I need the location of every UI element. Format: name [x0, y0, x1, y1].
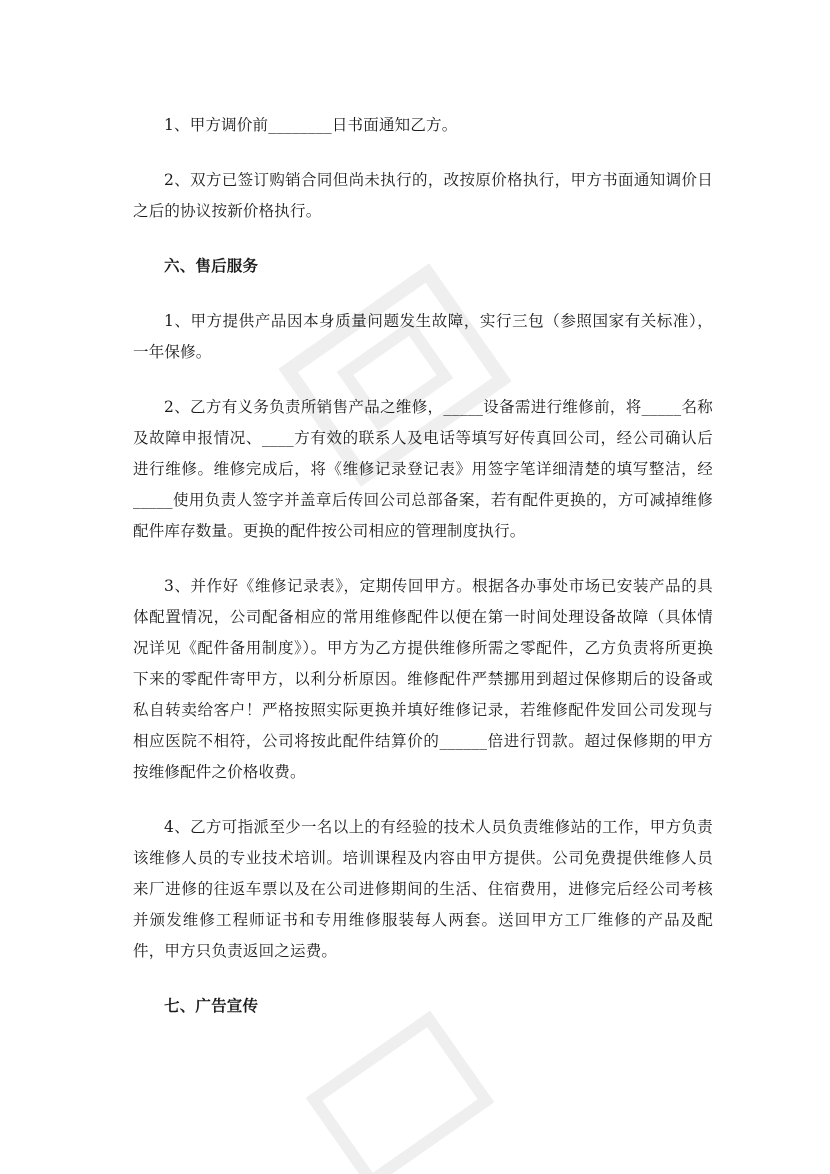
section-heading-after-sales: 六、售后服务: [164, 257, 259, 275]
paragraph-repair-obligation: 2、乙方有义务负责所销售产品之维修，_____设备需进行维修前，将_____名称及故障申报情况、____方有效的联系人及电话等填写好传真回公司，经公司确认后进行维修。维修完成后，将《维修记录登记表》用签字笔详细清楚的填写整洁，经_____使用负责人签字并盖章后传回公司总部备案，若有配件更换的，方可减掉维修配件库存数量。更换的配件按公司相应的管理制度执行。: [133, 398, 713, 540]
paragraph-repair-records: 3、并作好《维修记录表》，定期传回甲方。根据各办事处市场已安装产品的具体配置情况，公司配备相应的常用维修配件以便在第一时间处理设备故障（具体情况详见《配件备用制度》）。甲方为乙方提供维修所需之零配件，乙方负责将所更换下来的零配件寄甲方，以利分析原因。维修配件严禁挪用到超过保修期后的设备或私自转卖给客户！严格按照实际更换并填好维修记录，若维修配件发回公司发现与相应医院不相符，公司将按此配件结算价的______倍进行罚款。超过保修期的甲方按维修配件之价格收费。: [133, 577, 713, 781]
paragraph-warranty: 1、甲方提供产品因本身质量问题发生故障，实行三包（参照国家有关标准），一年保修。: [133, 312, 713, 361]
paragraph-technician-training: 4、乙方可指派至少一名以上的有经验的技术人员负责维修站的工作，甲方负责该维修人员的专业技术培训。培训课程及内容由甲方提供。公司免费提供维修人员来厂进修的往返车票以及在公司进修期间的生活、住宿费用，进修完后经公司考核并颁发维修工程师证书和专用维修服装每人两套。送回甲方工厂维修的产品及配件，甲方只负责返回之运费。: [133, 818, 713, 960]
document-body: [133, 110, 713, 1022]
paragraph-price-notice: 1、甲方调价前________日书面通知乙方。: [164, 116, 458, 134]
watermark-logo-icon: [300, 1005, 500, 1174]
section-heading-advertising: 七、广告宣传: [164, 997, 259, 1015]
paragraph-signed-contracts: 2、双方已签订购销合同但尚未执行的，改按原价格执行，甲方书面通知调价日之后的协议按新价格执行。: [133, 171, 713, 220]
